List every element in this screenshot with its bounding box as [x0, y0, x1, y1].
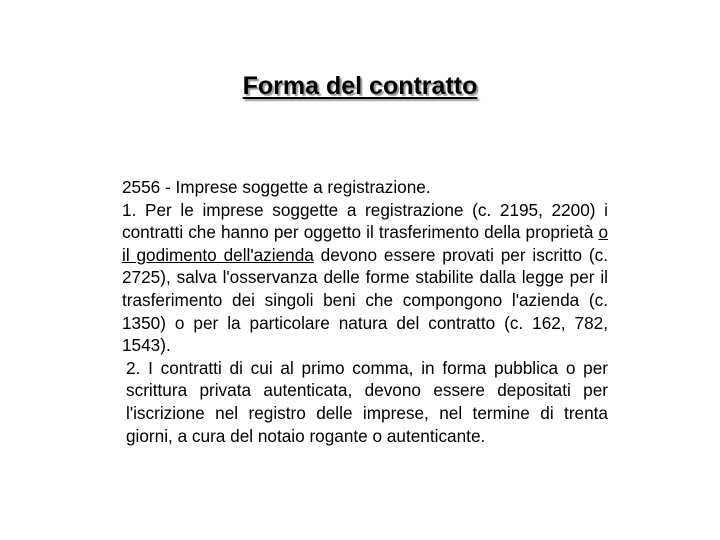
article-text — [122, 176, 608, 447]
article-heading: 2556 - Imprese soggette a registrazione. — [122, 177, 431, 197]
slide-title — [0, 70, 720, 102]
paragraph-2: 2. I contratti di cui al primo comma, in forma pubblica o per scrittura privata autenticata, devono essere depositati per l'iscrizione nel registro delle imprese, nel termine di trenta giorni, a cura del notaio rogante o autenticante. — [126, 357, 608, 446]
slide-title-text: Forma del contratto — [242, 72, 478, 100]
paragraph-1 — [122, 199, 608, 357]
paragraph-1-text-end: devono essere provati per iscritto (c. 2725), salva l'osservanza delle forme stabilite dalla legge per il trasferimento dei singoli beni che compongono l'azienda (c. 1350) o per la particolare natura del contratto (c. 162, 782, 1543). — [122, 244, 608, 356]
paragraph-1-text-start: 1. Per le imprese soggette a registrazione (c. 2195, 2200) i contratti che hanno per oggetto il trasferimento della proprietà — [122, 199, 608, 243]
paragraph-1-underlined-text: o il godimento dell'azienda — [122, 222, 608, 265]
